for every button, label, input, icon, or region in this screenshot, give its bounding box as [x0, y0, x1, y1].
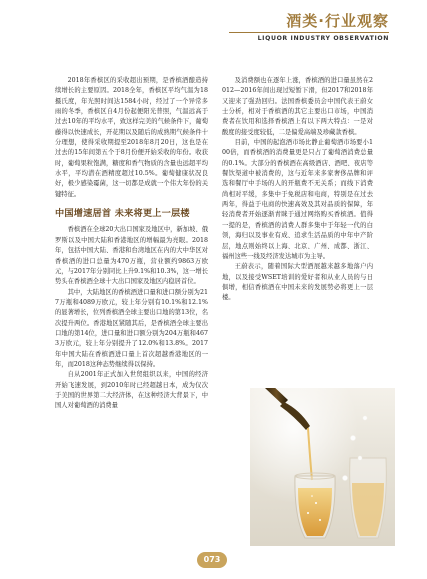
- paragraph-export-markets: 香槟酒在全球20大出口国家及地区中，新加坡、俄罗斯以及中国大陆和香港地区的增幅最为亮眼。2018年，包括中国大陆、香港和台湾地区在内的大中华区对香槟酒的进口总量为470万瓶，营业额约9863万欧元，与2017年分别同比上升9.1%和10.3%，这一增长势头在香槟酒全球十大出口国家及地区内稳居首位。: [55, 226, 208, 286]
- champagne-glass-photo: [250, 388, 395, 546]
- paragraph-mainland-hongkong: 其中，大陆地区的香槟酒进口量和进口额分别为217万瓶和4089万欧元，较上年分别有10.1%和12.1%的显著增长，位列香槟酒全球主要出口地的第13位，名次提升两位。香港地区紧随其后，是香槟酒全球主要出口地的第14位，进口量和进口额分别为204万瓶和4673万欧元，较上年分别提升了12.0%和13.8%。2017年中国大陆在香槟酒进口量上首次超越香港地区的一年，而2018这种态势继续得以保持。: [55, 288, 208, 368]
- paragraph-market-channels: 目前，中国的起泡酒市场比静止葡萄酒市场要小100倍，而香槟酒的消费量更是只占了葡萄酒消费总量的0.1%。大部分的香槟酒在高级酒店、酒吧、夜店等餐饮渠道中被消费的，这与近年来多家奢侈品牌和评选和餐厅中手场的人的开瓶费不无关系；而线下消费尚相对平缓，多集中于免税店和电商，特别是在过去两年，得益于电商的快速高效及其对品质的保障，年轻消费者开始逐渐青睐于通过网络购买香槟酒。值得一提的是，香槟酒的消费人群多集中于年轻一代的白领，海归以及事业有成、追求生活品质的中年中产阶层，地点则始终以上海、北京、广州、成都、浙江、福州这些一线及经济发达城市为主导。: [222, 139, 373, 260]
- section-heading: 中国增速居首 未来将更上一层楼: [55, 208, 190, 220]
- pour-stream: [308, 428, 312, 480]
- paragraph-harvest: 2018年香槟区的采收超出预期，是香槟酒酿造持续增长的主要原因。2018全年，香槟区平均气温为18摄氏度，年光照时间达1584小时，经过了一个异常多雨的冬季，香槟区自4月份起便阳光普照，气温远高于过去10年的平均水平，致这样完美的气候条件下，葡萄藤得以快速成长，开花期以及随后的成熟期气候条件十分理想，使得采收期提至2018年8月20日，这也是在过去的15年间第五个于8月份便开始采收的年份。收获时，葡萄果粒饱满，糖度和香气物质的含量也远超平均水平，平均潜在酒精度超过10.5%。葡萄健康状况良好，极少感染霉菌，这一切都是成就一个伟大年份的关键特征。: [55, 77, 208, 198]
- right-column: [222, 76, 373, 304]
- paragraph-consumer-traits: 及消费额也在逐年上涨，香槟酒的进口量虽然在2012—2016年间出现过短暂下滑，但2017和2018年又迎来了强劲回归。法国香槟委员会中国代表王蔚女士分析，相对于香槟酒的其它主要出口市场，中国消费者在饮用和选择香槟酒上有以下两大特点：一是对酸度的接受度较低，二是偏爱高端及珍藏款香槟。: [222, 77, 373, 136]
- paragraph-economy: 自从2001年正式加入世贸组织以来，中国的经济开始飞速发展，到2010年时已经超越日本，成为仅次于美国的世界第二大经济体，在这种经济大背景下，中国人对葡萄酒的消费量: [55, 371, 208, 410]
- section-subtitle: LIQUOR INDUSTRY OBSERVATION: [257, 35, 389, 42]
- bubbles-decoration: [335, 398, 375, 498]
- paragraph-outlook: 王蔚表示，随着国际大型酒展越来越多地落户内地，以及接受WSET培训的爱好者和从业人员的与日俱增，相信香槟酒在中国未来的发展势必将更上一层楼。: [222, 263, 373, 302]
- header-divider: [229, 32, 389, 33]
- flute-glass-icon: [295, 473, 335, 538]
- page-number: 073: [197, 552, 227, 568]
- bottle-icon: [265, 388, 310, 430]
- left-column: [55, 76, 208, 412]
- section-title: 酒类·行业观察: [286, 12, 389, 30]
- page-header: [209, 10, 389, 52]
